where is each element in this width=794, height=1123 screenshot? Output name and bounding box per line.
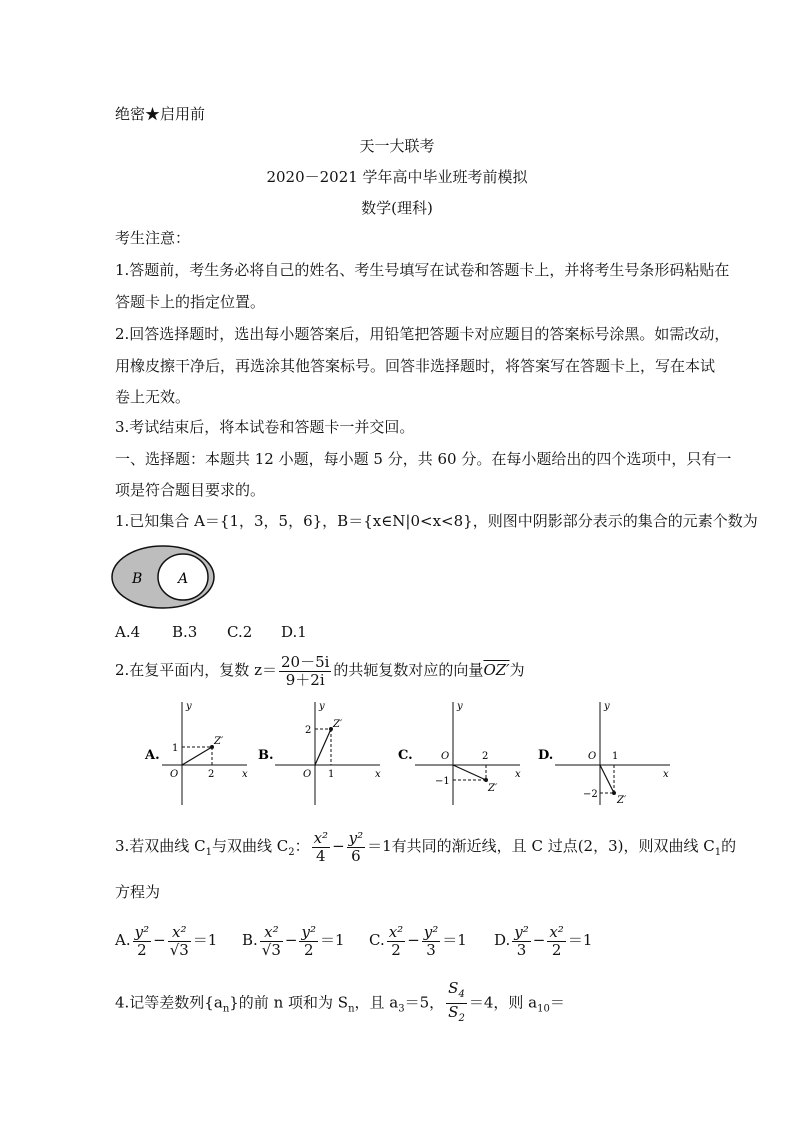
set-b-label: B: [132, 571, 143, 587]
notice-line: 用橡皮擦干净后，再选涂其他答案标号。回答非选择题时，将答案写在答题卡上，写在本试: [115, 357, 716, 375]
notice-line: 3.考试结束后，将本试卷和答题卡一并交回。: [115, 418, 415, 436]
svg-text:2: 2: [305, 725, 312, 736]
svg-text:x: x: [375, 769, 381, 780]
exam-org: 天一大联考: [359, 137, 435, 155]
svg-text:−1: −1: [435, 776, 450, 787]
svg-text:y: y: [457, 701, 463, 712]
q3-option-a: A. $\frac{\text{y²}}{2}$ − $\frac{\text{x²}}{√3}$ ＝1: [115, 922, 218, 959]
svg-text:y: y: [604, 701, 610, 712]
svg-text:O: O: [170, 769, 179, 780]
q2-denominator: 9＋2i: [285, 670, 325, 689]
q1-stem: 1.已知集合 A＝{1，3，5，6}，B＝{x∈N|0<x<8}，则图中阴影部分表示的集合的元素个数为: [115, 512, 758, 530]
svg-text:1: 1: [328, 769, 335, 780]
q1-option-c: C.2: [227, 623, 253, 641]
notice-title: 考生注意：: [115, 229, 191, 247]
section-heading: 一、选择题：本题共 12 小题，每小题 5 分，共 60 分。在每小题给出的四个选项中，只有一: [115, 450, 732, 468]
venn-diagram: [110, 545, 220, 620]
svg-text:−2: −2: [583, 789, 598, 800]
svg-text:Z′: Z′: [617, 795, 627, 806]
q2-vector: OZ′: [483, 661, 510, 679]
svg-text:O: O: [441, 751, 450, 762]
svg-text:O: O: [303, 769, 312, 780]
q2-graph-c: [395, 697, 525, 807]
svg-text:Z′: Z′: [488, 783, 498, 794]
notice-line: 2.回答选择题时，选出每小题答案后，用铅笔把答题卡对应题目的答案标号涂黑。如需改动，: [115, 325, 730, 343]
q1-option-d: D.1: [281, 623, 307, 641]
svg-text:2: 2: [482, 751, 489, 762]
svg-text:Z′: Z′: [333, 719, 343, 730]
notice-line: 1.答题前，考生务必将自己的姓名、考生号填写在试卷和答题卡上，并将考生号条形码粘贴在: [115, 261, 730, 279]
svg-text:2: 2: [208, 769, 215, 780]
q2-graph-a: [142, 697, 257, 807]
q1-option-b: B.3: [172, 623, 198, 641]
svg-text:C.: C.: [398, 748, 413, 763]
q2-stem: [115, 652, 525, 689]
q2-graph-b: [255, 697, 385, 807]
q3-option-b: B. $\frac{\text{x²}}{√3}$ − $\frac{\text{y²}}{2}$ ＝1: [242, 922, 345, 959]
svg-text:O: O: [588, 751, 597, 762]
svg-text:D.: D.: [538, 748, 554, 763]
graph-option-label: A.: [145, 748, 160, 763]
svg-text:x: x: [515, 769, 521, 780]
set-a-label: A: [178, 571, 189, 587]
secret-label: 绝密★启用前: [115, 105, 206, 123]
notice-line: 卷上无效。: [115, 388, 191, 406]
exam-subject: 数学(理科): [361, 199, 433, 217]
q3-option-c: C. $\frac{\text{x²}}{2}$ − $\frac{\text{y²}}{3}$ ＝1: [369, 922, 467, 959]
svg-text:x: x: [663, 769, 669, 780]
q3-stem-cont: 方程为: [115, 883, 161, 901]
notice-line: 答题卡上的指定位置。: [115, 293, 266, 311]
q2-graph-d: [535, 697, 675, 807]
svg-text:1: 1: [172, 743, 179, 754]
q2-suffix: 的共轭复数对应的向量: [333, 661, 484, 679]
exam-title: 2020－2021 学年高中毕业班考前模拟: [266, 168, 528, 186]
svg-text:Z′: Z′: [214, 736, 224, 747]
svg-text:y: y: [319, 701, 325, 712]
svg-text:x: x: [242, 769, 248, 780]
q2-fraction: [279, 654, 331, 689]
q1-option-a: A.4: [115, 623, 141, 641]
svg-text:y: y: [186, 701, 192, 712]
svg-text:B.: B.: [258, 748, 274, 763]
q3-stem: 3.若双曲线 $C_1$与双曲线 $C_2$： $\frac{\text{x²}}{4}$ − $\frac{\text{y²}}{6}$ ＝1有共同的渐近线，且 C 过点(2，3)，则双曲线 $C_1$的: [115, 828, 737, 865]
q4-stem: 4.记等差数列$\{a_n\}$的前 n 项和为 $S_n$，且 $a_3=5$， $\frac{S_4}{S_2}$ ＝4，则 $a_{10}=$: [115, 979, 565, 1024]
vector-line: [182, 747, 212, 765]
svg-text:1: 1: [612, 751, 619, 762]
q2-end: 为: [509, 661, 525, 679]
q2-prefix: 2.在复平面内，复数 z＝: [115, 661, 277, 679]
section-heading-cont: 项是符合题目要求的。: [115, 481, 266, 499]
q3-option-d: D. $\frac{\text{y²}}{3}$ − $\frac{\text{x²}}{2}$ ＝1: [494, 922, 593, 959]
q2-numerator: 20－5i: [280, 652, 330, 671]
